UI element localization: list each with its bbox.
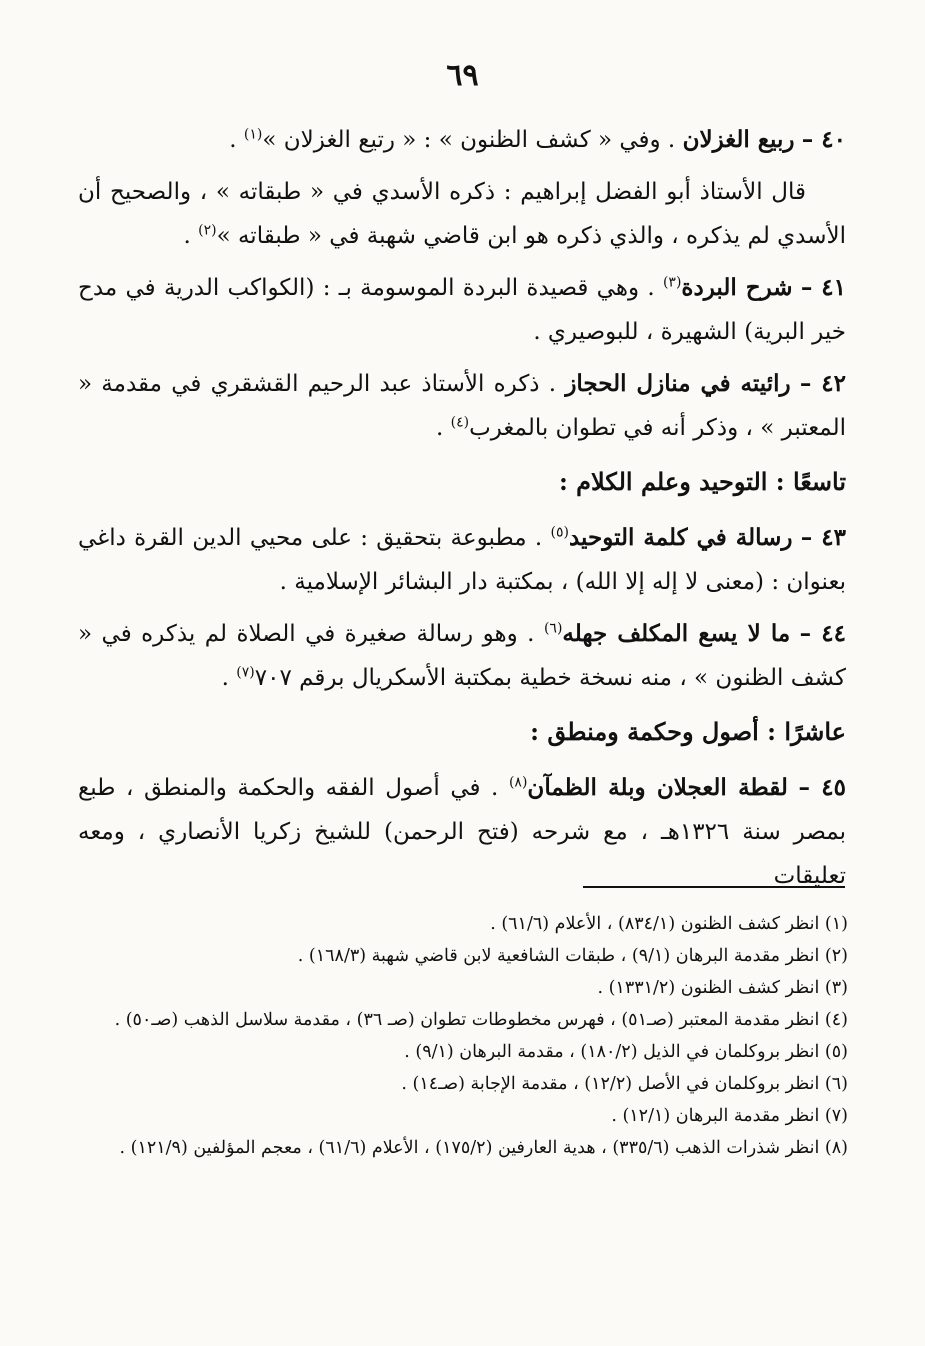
entry-tail: . [229, 127, 237, 153]
section-heading-10: عاشرًا : أصول وحكمة ومنطق : [530, 717, 846, 746]
entry-number: ٤٥ – [798, 774, 847, 801]
footnote-2: (٢) انظر مقدمة البرهان (٩/١) ، طبقات الشافعية لابن قاضي شهبة (١٦٨/٣) . [297, 946, 848, 966]
entry-text: . وهو رسالة صغيرة في الصلاة لم يذكره في « كشف الظنون » ، منه نسخة خطية بمكتبة الأسكريال برقم ٧٠٧ [78, 621, 846, 691]
entry-text: . ذكره الأستاذ عبد الرحيم القشقري في مقدمة « المعتبر » ، وذكر أنه في تطوان بالمغرب [78, 371, 846, 441]
entry-43 [78, 516, 846, 604]
footnote-7: (٧) انظر مقدمة البرهان (١٢/١) . [611, 1106, 848, 1126]
main-text [78, 118, 846, 906]
footnote-ref[interactable]: (١) [243, 126, 263, 143]
section-heading-9: تاسعًا : التوحيد وعلم الكلام : [558, 467, 846, 496]
entry-number: ٤٣ – [800, 524, 846, 551]
entry-number: ٤٢ – [799, 370, 847, 397]
footnote-separator [583, 886, 845, 888]
entry-text: . في أصول الفقه والحكمة والمنطق ، طبع بمصر سنة ١٣٢٦هـ ، مع شرحه (فتح الرحمن) للشيخ زكريا الأنصاري ، ومعه تعليقات [78, 775, 847, 889]
entry-41 [78, 266, 846, 354]
entry-title: رائيته في منازل الحجاز [565, 370, 791, 397]
footnote-6: (٦) انظر بروكلمان في الأصل (١٢/٢) ، مقدمة الإجابة (صـ١٤) . [401, 1074, 848, 1094]
footnote-1: (١) انظر كشف الظنون (٨٣٤/١) ، الأعلام (٦١/٦) . [490, 914, 848, 934]
footnote-ref[interactable]: (٤) [450, 414, 470, 431]
footnote-4: (٤) انظر مقدمة المعتبر (صـ٥١) ، فهرس مخطوطات تطوان (صـ ٣٦) ، مقدمة سلاسل الذهب (صـ٥٠) . [114, 1010, 848, 1030]
entry-44 [78, 612, 846, 700]
footnotes [80, 908, 848, 1164]
paragraph-text: قال الأستاذ أبو الفضل إبراهيم : ذكره الأسدي في « طبقاته » ، والصحيح أن الأسدي لم يذكره ، والذي ذكره هو ابن قاضي شهبة في « طبقاته » [78, 179, 846, 249]
footnote-3: (٣) انظر كشف الظنون (١٣٣١/٢) . [597, 978, 848, 998]
entry-42 [78, 362, 846, 450]
entry-40-comment [78, 170, 846, 258]
entry-number: ٤٤ – [799, 620, 847, 647]
paragraph-tail: . [183, 223, 191, 249]
footnote-ref[interactable]: (٣) [662, 274, 682, 291]
footnote-ref[interactable]: (٦) [543, 620, 563, 637]
footnote-ref[interactable]: (٧) [236, 664, 255, 681]
entry-text: . وهي قصيدة البردة الموسومة بـ : (الكواكب الدرية في مدح خير البرية) الشهيرة ، للبوصيري . [78, 275, 846, 345]
footnote-5: (٥) انظر بروكلمان في الذيل (١٨٠/٢) ، مقدمة البرهان (٩/١) . [404, 1042, 848, 1062]
footnote-ref[interactable]: (٥) [550, 524, 569, 541]
entry-title: ما لا يسع المكلف جهله [562, 620, 791, 647]
footnote-ref[interactable]: (٨) [508, 774, 528, 791]
entry-tail: . [221, 665, 229, 691]
entry-tail: . [436, 415, 444, 441]
entry-title: رسالة في كلمة التوحيد [568, 524, 793, 551]
entry-45 [78, 766, 846, 898]
entry-number: ٤١ – [800, 274, 847, 301]
entry-text: . مطبوعة بتحقيق : على محيي الدين القرة داغي بعنوان : (معنى لا إله إلا الله) ، بمكتبة دار البشائر الإسلامية . [78, 525, 846, 595]
entry-title: لقطة العجلان وبلة الظمآن [527, 774, 788, 801]
page-number: ٦٩ [446, 58, 479, 93]
entry-title: ربيع الغزلان [682, 126, 795, 153]
entry-title: شرح البردة [681, 274, 793, 301]
entry-40 [78, 118, 846, 162]
footnote-ref[interactable]: (٢) [198, 222, 217, 239]
entry-number: ٤٠ – [801, 126, 846, 153]
footnote-8: (٨) انظر شذرات الذهب (٣٣٥/٦) ، هدية العارفين (١٧٥/٢) ، الأعلام (٦١/٦) ، معجم المؤلفين (١٢١/٩) . [119, 1138, 848, 1158]
entry-text: . وفي « كشف الظنون » : « رتيع الغزلان » [262, 127, 676, 153]
